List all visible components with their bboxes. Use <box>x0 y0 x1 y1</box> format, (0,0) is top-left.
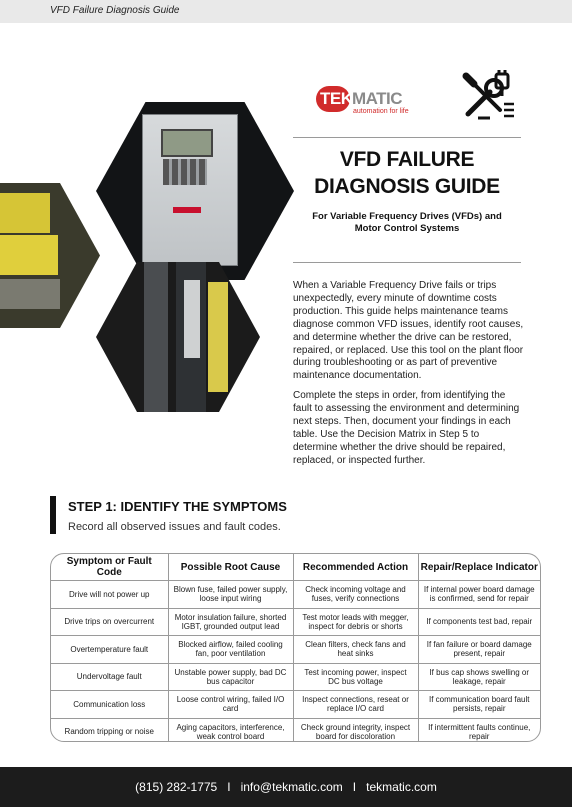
footer-website[interactable]: tekmatic.com <box>366 780 437 794</box>
table-row <box>51 636 540 664</box>
table-cell: Check ground integrity, inspect board for discoloration <box>293 718 418 742</box>
table-cell: Drive will not power up <box>51 581 168 609</box>
table-row <box>51 718 540 742</box>
drive-enclosure <box>142 114 238 266</box>
footer-separator: I <box>227 780 231 794</box>
table-row <box>51 691 540 719</box>
table-cell: Motor insulation failure, shorted IGBT, grounded output lead <box>168 608 293 636</box>
table-header-row <box>51 554 540 581</box>
subtitle-line: For Variable Frequency Drives (VFDs) and <box>312 211 502 222</box>
table-cell: Blown fuse, failed power supply, loose input wiring <box>168 581 293 609</box>
table-cell: Overtemperature fault <box>51 636 168 664</box>
table-row <box>51 608 540 636</box>
vfd-drive-photo <box>96 102 294 280</box>
drive-keypad <box>163 159 207 185</box>
column-header: Recommended Action <box>293 554 418 581</box>
table-cell: If intermittent faults continue, repair <box>428 722 531 741</box>
footer-phone: (815) 282-1775 <box>135 780 218 794</box>
contact-footer <box>0 767 572 807</box>
table-cell: If communication board fault persists, repair <box>418 691 540 719</box>
page-subtitle <box>293 211 521 235</box>
table-cell: Undervoltage fault <box>51 663 168 691</box>
column-header: Repair/Replace Indicator <box>418 554 540 581</box>
table-cell: Inspect connections, reseat or replace I/O card <box>293 691 418 719</box>
table-cell: Clean filters, check fans and heat sinks <box>293 636 418 664</box>
table-cell: Loose control wiring, failed I/O card <box>168 691 293 719</box>
logo-prefix: TEK <box>320 89 353 108</box>
table-cell: Check incoming voltage and fuses, verify connections <box>293 581 418 609</box>
instructions-paragraph: Complete the steps in order, from identifying the fault to assessing the environment and determining next steps. Then, document your findings in each table. Use the Decision Matrix in Step 5 to determine whether the drive should be repaired, replaced, or inspected further. <box>293 390 520 466</box>
table-row <box>51 663 540 691</box>
tools-wiring-icon <box>460 70 516 122</box>
column-header: Symptom or Fault Code <box>51 554 168 581</box>
servo-drive-photo <box>96 262 260 412</box>
photo-shape <box>144 262 168 412</box>
title-line: VFD FAILURE <box>339 148 475 171</box>
photo-shape <box>184 280 200 358</box>
header-divider <box>293 137 521 138</box>
photo-shape <box>0 235 58 275</box>
table-cell: If internal power board damage is confirmed, send for repair <box>418 581 540 609</box>
logo-suffix: MATIC <box>352 89 403 108</box>
table-cell: Aging capacitors, interference, weak control board <box>168 718 293 742</box>
subtitle-divider <box>293 262 521 263</box>
table-cell: Test motor leads with megger, inspect for debris or shorts <box>293 608 418 636</box>
step1-title: STEP 1: IDENTIFY THE SYMPTOMS <box>68 499 287 514</box>
table-cell: Drive trips on overcurrent <box>51 608 168 636</box>
table-cell: Unstable power supply, bad DC bus capacitor <box>168 663 293 691</box>
photo-shape <box>0 193 50 233</box>
step-accent-bar <box>50 496 56 534</box>
table-cell: If components test bad, repair <box>418 608 540 636</box>
drive-badge <box>173 207 201 213</box>
subtitle-line: Motor Control Systems <box>354 223 460 234</box>
intro-paragraph: When a Variable Frequency Drive fails or trips unexpectedly, every minute of downtime costs production. This guide helps maintenance teams diagnose common VFD issues, identify root causes, and determine whether the drive can be restored, repaired, or replaced. Use this tool on the plant floor during troubleshooting or as part of preventive maintenance documentation. <box>293 280 524 382</box>
table-row <box>51 581 540 609</box>
table-cell: Communication loss <box>51 691 168 719</box>
title-line: DIAGNOSIS GUIDE <box>314 175 500 198</box>
table-cell: Random tripping or noise <box>51 718 168 742</box>
table-cell: If fan failure or board damage present, repair <box>418 636 540 664</box>
photo-shape <box>0 279 60 309</box>
table-cell: Test incoming power, inspect DC bus voltage <box>293 663 418 691</box>
footer-separator: I <box>352 780 357 794</box>
page-title <box>293 146 521 200</box>
running-title: VFD Failure Diagnosis Guide <box>50 5 180 16</box>
photo-shape <box>208 282 228 392</box>
industrial-drive-photo <box>0 183 100 328</box>
column-header: Possible Root Cause <box>168 554 293 581</box>
step1-subtitle: Record all observed issues and fault codes. <box>68 521 281 533</box>
drive-display <box>161 129 213 157</box>
table-cell: Blocked airflow, failed cooling fan, poor ventilation <box>168 636 293 664</box>
footer-email[interactable]: info@tekmatic.com <box>240 780 343 794</box>
table-cell: If bus cap shows swelling or leakage, repair <box>418 663 540 691</box>
logo-tagline: automation for life <box>353 108 409 115</box>
symptoms-table <box>50 553 541 742</box>
running-header <box>0 0 572 23</box>
